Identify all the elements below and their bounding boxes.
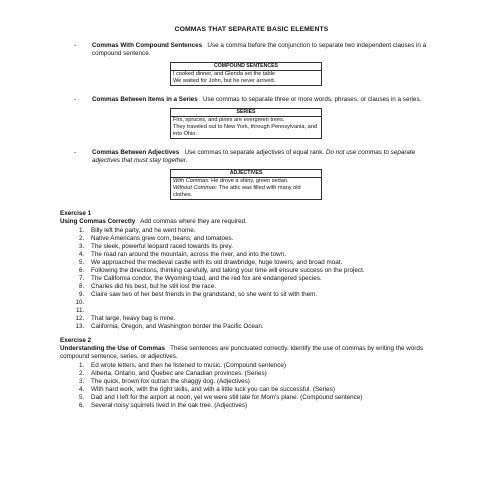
example-row — [171, 178, 321, 185]
example-box — [170, 169, 322, 200]
example-label: Without Commas: — [173, 185, 218, 191]
exercise-2-title: Exercise 2 — [60, 337, 92, 344]
example-row — [171, 185, 321, 199]
list-item — [86, 307, 443, 315]
page-title: COMMAS THAT SEPARATE BASIC ELEMENTS — [174, 26, 329, 33]
list-item — [86, 299, 443, 307]
list-item: 2. Alberta, Ontario, and Quebec are Canadian provinces. (Series) — [86, 370, 443, 378]
bullet-dash: - — [74, 149, 77, 156]
list-item: 1. Ed wrote letters, and then he listened to music. (Compound sentence) — [86, 362, 443, 370]
example-sentence: The attic was filled with many old clothes. — [173, 185, 301, 198]
list-item: 2. Native Americans grew corn, beans, and tomatoes. — [86, 235, 443, 243]
bullet-dash: - — [74, 42, 77, 49]
rules-section — [60, 42, 443, 200]
list-item: 7. The California condor, the Wyoming toad, and the red fox are endangered species. — [86, 275, 443, 283]
exercise-1-heading — [60, 218, 443, 226]
list-item: 13. California, Oregon, and Washington border the Pacific Ocean. — [86, 323, 443, 331]
rule-text — [92, 96, 443, 104]
list-item: 6. Several noisy squirrels lived in the oak tree. (Adjectives) — [86, 402, 443, 410]
rule-caution: Do not use commas to separate adjectives that must stay together. — [92, 149, 416, 164]
list-item: 6. Following the directions, thinking carefully, and taking your time will ensure success on the project. — [86, 267, 443, 275]
example-row — [171, 71, 321, 78]
rule-description: Use commas to separate adjectives of equal rank. — [184, 149, 325, 156]
rule-3 — [74, 149, 443, 165]
rule-description: Use commas to separate three or more words, phrases, or clauses in a series. — [202, 96, 422, 103]
rule-text — [92, 149, 443, 165]
list-item: 5. We approached the medieval castle with its old drawbridge, huge towers, and broad moat. — [86, 259, 443, 267]
exercise-1-title: Exercise 1 — [60, 210, 92, 217]
rule-2 — [74, 96, 443, 104]
example-box-header: ADJECTIVES — [171, 170, 321, 178]
list-item: 1. Billy left the party, and he went home. — [86, 227, 443, 235]
list-item: 5. Dad and I left for the airport at noon, yet we were still late for Mom's plane. (Compound sentence) — [86, 394, 443, 402]
list-item: 4. With hard work, with the right skills, and with a little luck you can be successful. (Series) — [86, 386, 443, 394]
example-sentence: I cooked dinner, and Glenda set the table — [173, 71, 276, 77]
example-row — [171, 124, 321, 138]
exercise-2-subtitle: Understanding the Use of Commas — [60, 345, 165, 352]
exercise-1-instruction: Add commas where they are required. — [140, 218, 247, 225]
list-item: 3. The quick, brown fox outran the shaggy dog. (Adjectives) — [86, 378, 443, 386]
rule-description: Use a comma before the conjunction to separate two independent clauses in a compound sentence. — [92, 42, 427, 57]
example-row — [171, 78, 321, 85]
exercise-1 — [60, 210, 443, 331]
example-sentence: We waited for John, but he never arrived. — [173, 78, 276, 84]
list-item: 8. Charles did his best, but he still lost the race. — [86, 283, 443, 291]
example-sentence: Firs, spruces, and pines are evergreen trees. — [173, 117, 285, 123]
rule-text — [92, 42, 443, 58]
rule-heading: Commas Between Items in a Series — [92, 96, 198, 103]
exercise-2-instruction: These sentences are punctuated correctly. Identify the use of commas by writing the words compound sentence, series, or adjectives. — [60, 345, 424, 360]
list-item: 12. That large, heavy bag is mine. — [86, 315, 443, 323]
exercise-2 — [60, 337, 443, 410]
list-item: 4. The road ran around the mountain, across the river, and into the town. — [86, 251, 443, 259]
example-box — [170, 108, 322, 139]
example-sentence: He drove a shiny, green sedan. — [209, 178, 289, 184]
rule-heading: Commas Between Adjectives — [92, 149, 180, 156]
example-label: With Commas: — [173, 178, 210, 184]
rule-1 — [74, 42, 443, 58]
exercise-2-heading — [60, 345, 443, 361]
exercise-2-list — [60, 362, 443, 410]
example-box — [170, 62, 322, 86]
exercise-1-list — [60, 227, 443, 331]
example-row — [171, 117, 321, 124]
example-box-header: COMPOUND SENTENCES — [171, 63, 321, 71]
example-sentence: They traveled out to New York, through Pennsylvania, and into Ohio. — [173, 124, 317, 137]
example-box-header: SERIES — [171, 109, 321, 117]
exercise-1-subtitle: Using Commas Correctly — [60, 218, 136, 225]
rule-heading: Commas With Compound Sentences — [92, 42, 203, 49]
list-item: 3. The sleek, powerful leopard raced towards its prey. — [86, 243, 443, 251]
bullet-dash: - — [74, 96, 77, 103]
list-item: 9. Claire saw two of her best friends in the grandstand, so she went to sit with them. — [86, 291, 443, 299]
